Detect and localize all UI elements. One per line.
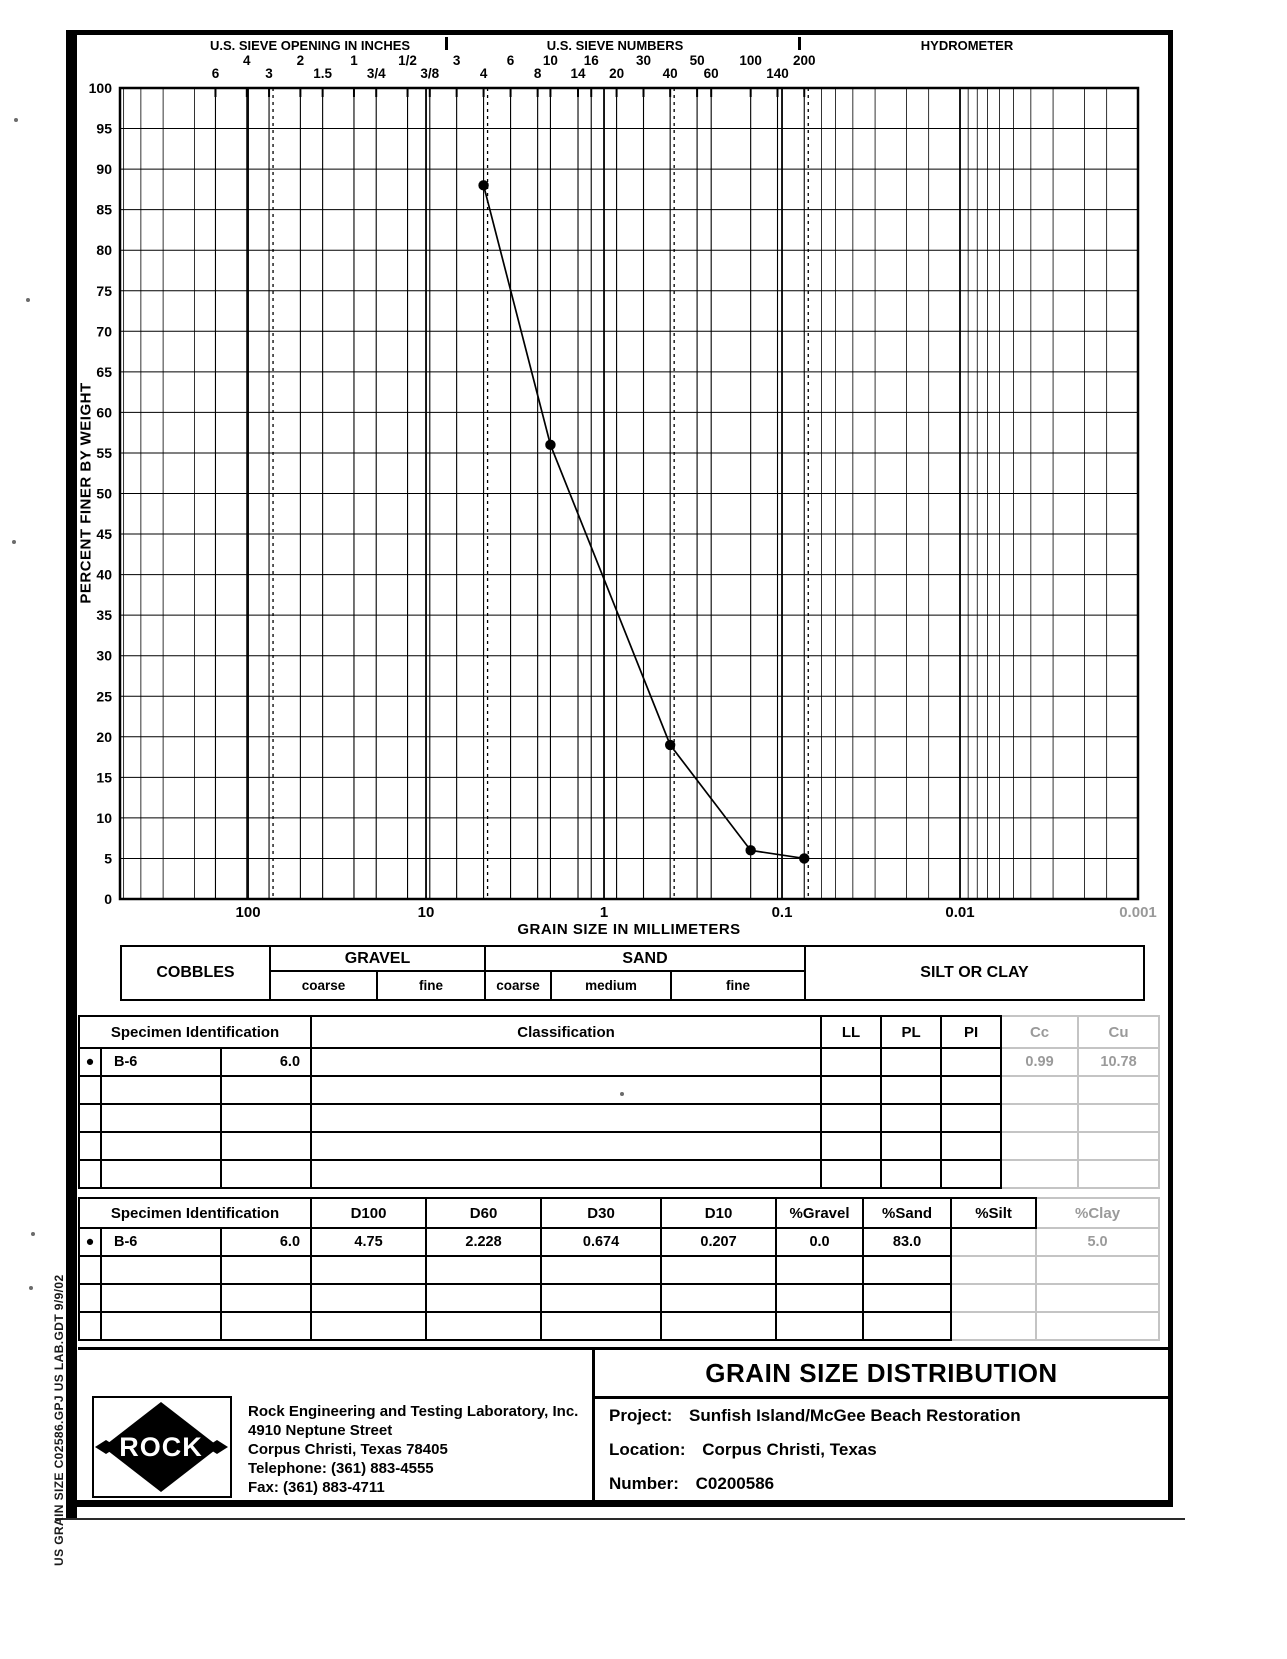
column-header: Cu (1078, 1016, 1159, 1048)
sieve-label: 6 (211, 66, 220, 81)
table-cell (941, 1132, 1001, 1160)
y-tick-label: 95 (96, 120, 112, 137)
band-gravel-coarse: coarse (271, 972, 378, 999)
table-cell (79, 1104, 101, 1132)
table-cell (941, 1076, 1001, 1104)
sieve-label: 1.5 (313, 66, 333, 81)
table-cell (1078, 1104, 1159, 1132)
table-cell (426, 1256, 541, 1284)
table-cell (101, 1312, 221, 1340)
table-cell (951, 1228, 1036, 1256)
sieve-label: 1/2 (398, 53, 417, 68)
table-cell (821, 1160, 881, 1188)
table-cell (881, 1048, 941, 1076)
data-point (545, 440, 555, 450)
page-bottom-rule (55, 1518, 1185, 1520)
y-tick-label: 20 (96, 728, 112, 745)
table-cell: 5.0 (1036, 1228, 1159, 1256)
table-cell (776, 1284, 863, 1312)
table-row (79, 1160, 1159, 1188)
table-cell: 10.78 (1078, 1048, 1159, 1076)
column-header: %Gravel (776, 1198, 863, 1228)
band-cobbles: COBBLES (122, 947, 271, 999)
table-cell (1036, 1256, 1159, 1284)
column-header: %Silt (951, 1198, 1036, 1228)
axis-group-title-inches: U.S. SIEVE OPENING IN INCHES (209, 38, 411, 53)
table-cell (661, 1312, 776, 1340)
table-row (79, 1104, 1159, 1132)
table-cell (79, 1256, 101, 1284)
table-cell: 83.0 (863, 1228, 951, 1256)
table-cell (951, 1312, 1036, 1340)
project-row (595, 1399, 1168, 1433)
table-cell (1001, 1132, 1078, 1160)
axis-group-separator (798, 37, 801, 50)
column-header: PL (881, 1016, 941, 1048)
table-cell (221, 1104, 311, 1132)
company-phone: Telephone: (361) 883-4555 (248, 1460, 434, 1477)
table-cell: ● (79, 1048, 101, 1076)
logo-text: ROCK (119, 1432, 203, 1462)
sieve-label: 3/8 (420, 66, 440, 81)
sieve-label: 3 (452, 53, 461, 68)
table-cell (951, 1284, 1036, 1312)
table-row (79, 1284, 1159, 1312)
data-point (799, 853, 809, 863)
table-cell (311, 1132, 821, 1160)
report-info-block (595, 1350, 1168, 1500)
y-tick-label: 35 (96, 607, 112, 624)
x-axis-title: GRAIN SIZE IN MILLIMETERS (517, 921, 741, 938)
table-cell (863, 1284, 951, 1312)
table-cell (1036, 1284, 1159, 1312)
table-cell (221, 1132, 311, 1160)
data-point (478, 180, 488, 190)
y-tick-label: 60 (96, 404, 112, 421)
company-city: Corpus Christi, Texas 78405 (248, 1441, 448, 1458)
sieve-label: 1 (350, 53, 358, 68)
table-cell (79, 1132, 101, 1160)
table-header-row (79, 1198, 1159, 1228)
column-header: D60 (426, 1198, 541, 1228)
company-street: 4910 Neptune Street (248, 1422, 393, 1439)
table-cell (881, 1160, 941, 1188)
table-cell (101, 1284, 221, 1312)
band-gravel-label: GRAVEL (271, 947, 484, 972)
table-cell (951, 1256, 1036, 1284)
table-cell (79, 1312, 101, 1340)
table-cell (311, 1160, 821, 1188)
x-tick-label: 10 (417, 904, 435, 921)
company-name: Rock Engineering and Testing Laboratory, Inc. (248, 1403, 579, 1420)
table-cell (1078, 1160, 1159, 1188)
y-tick-label: 65 (96, 363, 112, 380)
table-row (79, 1048, 1159, 1076)
table-cell: B-6 (101, 1048, 221, 1076)
table-cell (101, 1160, 221, 1188)
sieve-label: 100 (739, 53, 762, 68)
y-tick-label: 100 (88, 80, 112, 96)
column-header: PI (941, 1016, 1001, 1048)
table-cell (426, 1312, 541, 1340)
axis-group-title-hydrometer: HYDROMETER (920, 38, 1014, 53)
scan-speckle (620, 1092, 624, 1096)
table-cell (1078, 1132, 1159, 1160)
table-cell (311, 1256, 426, 1284)
scan-speckle (12, 540, 16, 544)
sieve-label: 40 (662, 66, 678, 81)
table-cell (661, 1284, 776, 1312)
location-value: Corpus Christi, Texas (702, 1440, 877, 1459)
number-row (595, 1467, 1168, 1501)
y-tick-label: 25 (96, 688, 112, 705)
sieve-label: 3/4 (366, 66, 386, 81)
table-cell (79, 1076, 101, 1104)
title-block (78, 1347, 1168, 1500)
sieve-label: 3 (265, 66, 273, 81)
column-header: %Clay (1036, 1198, 1159, 1228)
y-tick-label: 0 (104, 891, 112, 907)
y-tick-label: 80 (96, 242, 112, 259)
gradation-results-table (78, 1197, 1160, 1341)
table-cell: 0.674 (541, 1228, 661, 1256)
y-tick-label: 90 (96, 161, 112, 178)
table-cell (863, 1312, 951, 1340)
table-row (79, 1076, 1159, 1104)
table-row (79, 1132, 1159, 1160)
number-value: C0200586 (695, 1474, 775, 1493)
table-cell: 0.0 (776, 1228, 863, 1256)
frame-border-bottom (66, 1500, 1173, 1507)
y-tick-label: 10 (96, 809, 112, 826)
table-cell (863, 1256, 951, 1284)
data-point (745, 845, 755, 855)
y-axis-title: PERCENT FINER BY WEIGHT (77, 382, 95, 604)
table-cell: ● (79, 1228, 101, 1256)
table-cell: 6.0 (221, 1228, 311, 1256)
table-cell: 4.75 (311, 1228, 426, 1256)
location-label: Location: (609, 1440, 686, 1459)
table-header-row (79, 1016, 1159, 1048)
table-cell (311, 1076, 821, 1104)
table-cell: 0.207 (661, 1228, 776, 1256)
table-cell (1036, 1312, 1159, 1340)
column-header: D10 (661, 1198, 776, 1228)
table-cell (541, 1284, 661, 1312)
table-cell (221, 1256, 311, 1284)
y-tick-label: 15 (96, 769, 112, 786)
sieve-label: 4 (479, 66, 488, 81)
table-cell (221, 1284, 311, 1312)
band-gravel (271, 947, 486, 999)
column-header: Specimen Identification (79, 1016, 311, 1048)
table-cell (881, 1076, 941, 1104)
column-header: %Sand (863, 1198, 951, 1228)
band-silt-or-clay: SILT OR CLAY (920, 964, 1029, 981)
y-tick-label: 55 (96, 444, 112, 461)
band-sand-fine: fine (725, 978, 750, 993)
scan-speckle (26, 298, 30, 302)
company-address (248, 1402, 578, 1497)
sieve-label: 16 (583, 53, 599, 68)
table-row (79, 1256, 1159, 1284)
x-tick-label: 0.1 (771, 904, 793, 921)
table-cell (311, 1284, 426, 1312)
sieve-label: 140 (766, 66, 789, 81)
table-cell (101, 1256, 221, 1284)
table-cell (1078, 1076, 1159, 1104)
table-cell: 6.0 (221, 1048, 311, 1076)
sieve-label: 8 (533, 66, 542, 81)
sieve-label: 4 (243, 53, 251, 68)
x-tick-label: 0.01 (945, 904, 975, 921)
scan-speckle (31, 1232, 35, 1236)
table-cell (426, 1284, 541, 1312)
scan-speckle (29, 1286, 33, 1290)
table-cell (941, 1160, 1001, 1188)
y-tick-label: 85 (96, 201, 112, 218)
table-cell (101, 1104, 221, 1132)
y-tick-label: 70 (96, 323, 112, 340)
project-label: Project: (609, 1406, 673, 1425)
company-fax: Fax: (361) 883-4711 (248, 1479, 385, 1496)
sieve-label: 50 (689, 53, 705, 68)
column-header: Cc (1001, 1016, 1078, 1048)
sieve-label: 10 (542, 53, 558, 68)
table-cell (311, 1312, 426, 1340)
y-tick-label: 75 (96, 282, 112, 299)
x-tick-label: 1 (599, 904, 609, 921)
sieve-label: 6 (506, 53, 515, 68)
sieve-label: 200 (792, 53, 816, 68)
y-tick-label: 30 (96, 647, 112, 664)
table-cell (221, 1312, 311, 1340)
sieve-label: 20 (609, 66, 625, 81)
table-cell (776, 1256, 863, 1284)
y-tick-label: 40 (96, 566, 112, 583)
band-sand-medium: medium (552, 972, 672, 999)
table-cell (821, 1076, 881, 1104)
rock-diamond-logo-icon (94, 1398, 229, 1495)
x-tick-label: 0.001 (1119, 904, 1157, 921)
table-cell (821, 1132, 881, 1160)
column-header: Classification (311, 1016, 821, 1048)
table-cell (1001, 1104, 1078, 1132)
band-sand (486, 947, 806, 999)
table-cell (311, 1104, 821, 1132)
band-sand-label: SAND (486, 947, 804, 972)
classification-band (120, 945, 1145, 1001)
table-cell (101, 1132, 221, 1160)
table-row (79, 1312, 1159, 1340)
y-tick-label: 50 (96, 485, 112, 502)
table-cell (79, 1284, 101, 1312)
table-cell (941, 1104, 1001, 1132)
band-sand-coarse: coarse (486, 972, 552, 999)
table-cell: 2.228 (426, 1228, 541, 1256)
sieve-label: 60 (703, 66, 719, 81)
band-gravel-fine: fine (418, 978, 443, 993)
table-cell (541, 1256, 661, 1284)
table-cell (881, 1104, 941, 1132)
number-label: Number: (609, 1474, 679, 1493)
atterberg-classification-table (78, 1015, 1160, 1189)
location-row (595, 1433, 1168, 1467)
y-tick-label: 45 (96, 526, 112, 543)
table-cell (1001, 1076, 1078, 1104)
data-point (665, 740, 675, 750)
column-header: LL (821, 1016, 881, 1048)
table-cell (541, 1312, 661, 1340)
x-tick-label: 100 (235, 904, 261, 921)
axis-group-title-numbers: U.S. SIEVE NUMBERS (546, 38, 684, 53)
table-cell (881, 1132, 941, 1160)
sieve-label: 14 (570, 66, 586, 81)
table-cell: 0.99 (1001, 1048, 1078, 1076)
table-cell (821, 1048, 881, 1076)
table-cell (821, 1104, 881, 1132)
company-block (78, 1350, 595, 1500)
table-cell (311, 1048, 821, 1076)
file-info-strip: US GRAIN SIZE C02586.GPJ US LAB.GDT 9/9/02 (52, 1274, 66, 1566)
report-title: GRAIN SIZE DISTRIBUTION (595, 1350, 1168, 1399)
y-tick-label: 5 (104, 850, 112, 867)
sieve-label: 2 (296, 53, 305, 68)
table-cell: B-6 (101, 1228, 221, 1256)
table-cell (221, 1076, 311, 1104)
column-header: D100 (311, 1198, 426, 1228)
table-cell (221, 1160, 311, 1188)
sieve-label: 30 (635, 53, 652, 68)
company-logo (92, 1396, 232, 1498)
column-header: D30 (541, 1198, 661, 1228)
table-row (79, 1228, 1159, 1256)
project-value: Sunfish Island/McGee Beach Restoration (689, 1406, 1021, 1425)
table-cell (79, 1160, 101, 1188)
table-cell (101, 1076, 221, 1104)
column-header: Specimen Identification (79, 1198, 311, 1228)
table-cell (776, 1312, 863, 1340)
table-cell (1001, 1160, 1078, 1188)
axis-group-separator (445, 37, 448, 50)
scan-speckle (14, 118, 18, 122)
table-cell (661, 1256, 776, 1284)
table-cell (941, 1048, 1001, 1076)
